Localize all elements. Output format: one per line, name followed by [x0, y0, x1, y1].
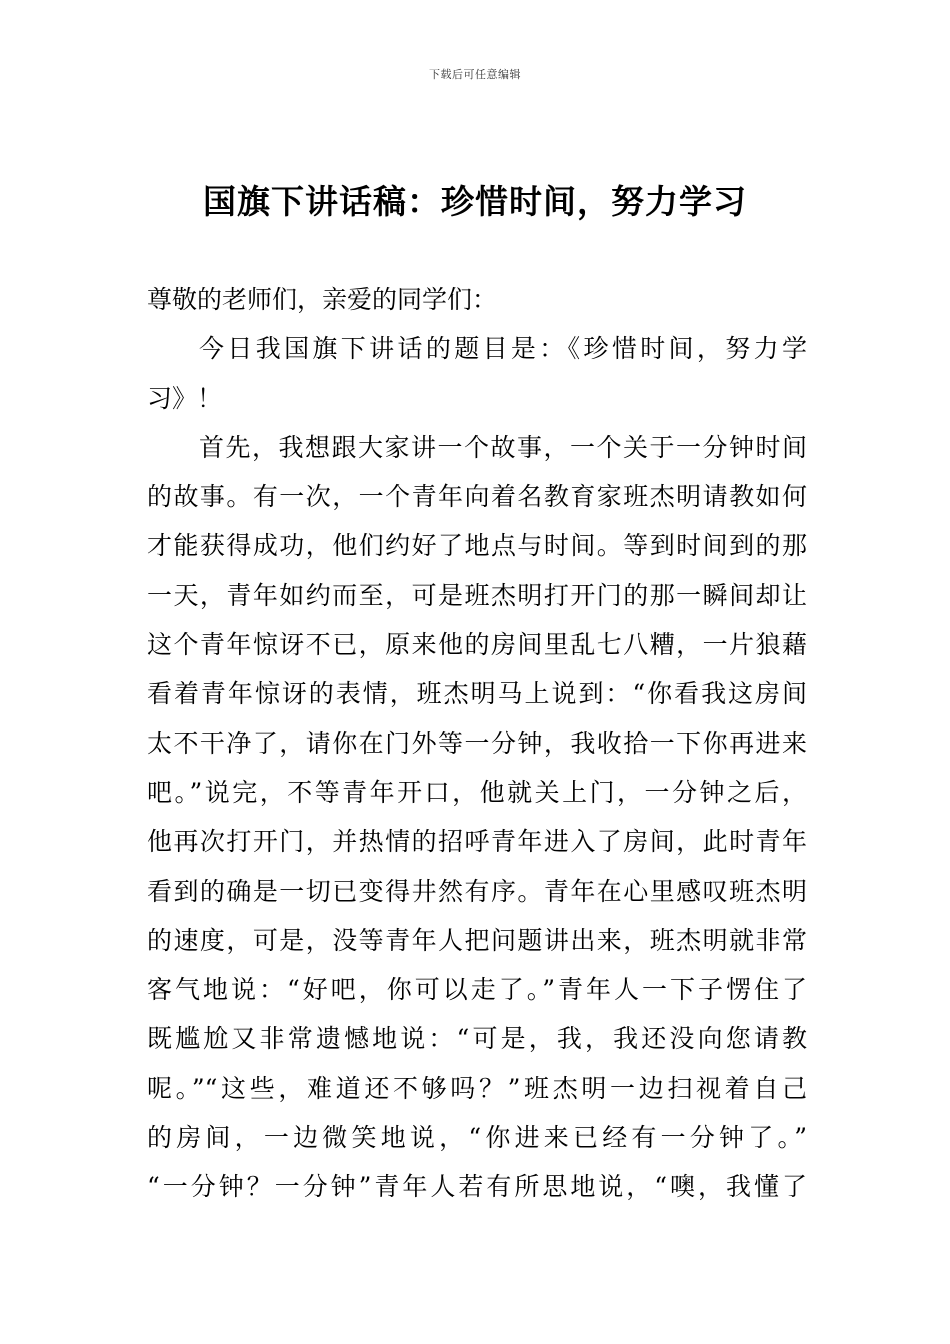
body-line: 这个青年惊讶不已，原来他的房间里乱七八糟，一片狼藉 [147, 630, 807, 660]
body-line: 既尴尬又非常遗憾地说：“可是，我，我还没向您请教 [147, 1024, 807, 1054]
body-line: 今日我国旗下讲话的题目是：《珍惜时间，努力学 [199, 334, 807, 364]
body-line: 呢。”“这些，难道还不够吗？”班杰明一边扫视着自己 [147, 1073, 807, 1103]
body-line: 看到的确是一切已变得井然有序。青年在心里感叹班杰明 [147, 876, 807, 906]
document-title: 国旗下讲话稿：珍惜时间，努力学习 [203, 182, 747, 221]
body-line: 习》！ [147, 383, 223, 413]
body-line: 才能获得成功，他们约好了地点与时间。等到时间到的那 [147, 531, 807, 561]
body-line: “一分钟？一分钟”青年人若有所思地说，“噢，我懂了 [147, 1172, 807, 1202]
body-line: 一天，青年如约而至，可是班杰明打开门的那一瞬间却让 [147, 580, 807, 610]
body-line: 看着青年惊讶的表情，班杰明马上说到：“你看我这房间 [147, 679, 807, 709]
header-note: 下载后可任意编辑 [429, 68, 521, 81]
body-line: 太不干净了，请你在门外等一分钟，我收拾一下你再进来 [147, 728, 807, 758]
body-line: 他再次打开门，并热情的招呼青年进入了房间，此时青年 [147, 827, 807, 857]
body-line: 吧。”说完，不等青年开口，他就关上门，一分钟之后， [147, 777, 807, 807]
body-text [147, 281, 807, 1218]
body-line: 尊敬的老师们，亲爱的同学们： [147, 285, 498, 314]
body-line: 的故事。有一次，一个青年向着名教育家班杰明请教如何 [147, 482, 807, 512]
body-line: 客气地说：“好吧，你可以走了。”青年人一下子愣住了 [147, 975, 807, 1005]
body-line: 首先，我想跟大家讲一个故事，一个关于一分钟时间 [199, 432, 807, 462]
body-line: 的房间，一边微笑地说，“你进来已经有一分钟了。” [147, 1123, 807, 1153]
body-line: 的速度，可是，没等青年人把问题讲出来，班杰明就非常 [147, 925, 807, 955]
